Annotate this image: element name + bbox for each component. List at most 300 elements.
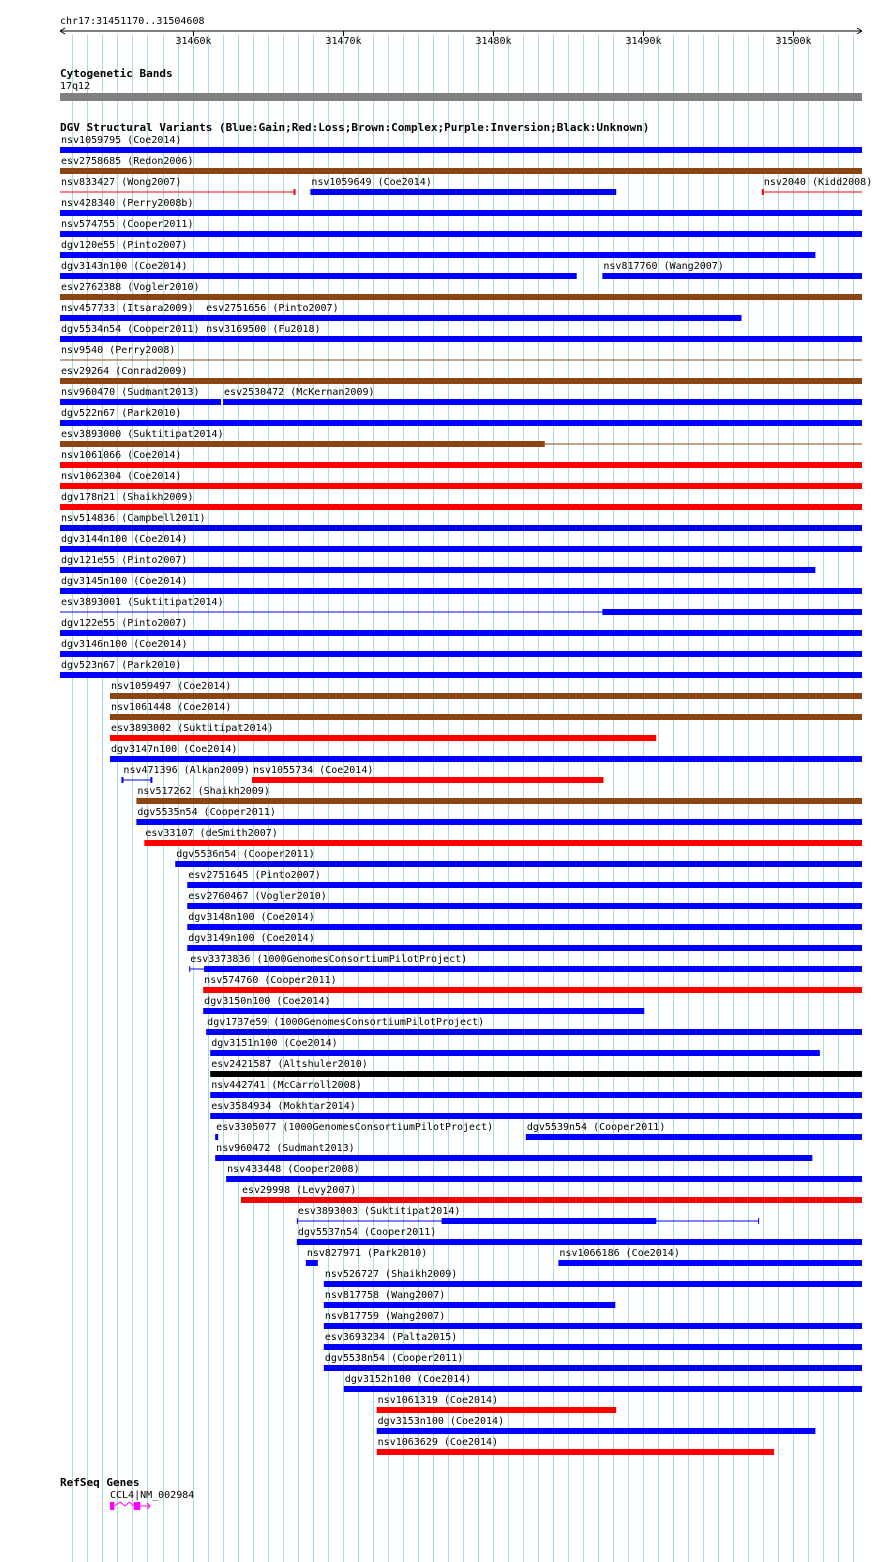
sv-study-open: ( [121, 156, 134, 167]
dgv-structural-variants-track [60, 121, 872, 1455]
sv-study: Coe2014 [139, 639, 182, 650]
sv-bar [187, 924, 862, 930]
sv-feature-dgv122e55[interactable] [60, 618, 862, 636]
sv-feature-dgv3150n100[interactable] [203, 996, 644, 1014]
sv-bar [203, 1008, 644, 1014]
sv-label [61, 555, 187, 566]
sv-feature-esv3893000[interactable] [60, 429, 862, 447]
sv-study-close: ) [181, 555, 188, 566]
sv-feature-nsv526727[interactable] [324, 1269, 862, 1287]
sv-bar [204, 966, 862, 972]
sv-feature-dgv3151n100[interactable] [210, 1038, 820, 1056]
sv-feature-esv3893003[interactable] [297, 1206, 759, 1224]
sv-study-open: ( [171, 702, 184, 713]
sv-feature-dgv5538n54[interactable] [324, 1353, 862, 1371]
sv-id: nsv1063629 [377, 1437, 438, 1448]
sv-feature-nsv1062304[interactable] [60, 471, 862, 489]
sv-id: nsv1061448 [110, 702, 172, 713]
sv-feature-dgv5537n54[interactable] [297, 1227, 862, 1245]
sv-study-open: ( [270, 1143, 283, 1154]
sv-study: Altshuler2010 [283, 1059, 362, 1070]
sv-bar [558, 1260, 862, 1266]
sv-study: Coe2014 [266, 933, 309, 944]
sv-study-close: ) [231, 744, 238, 755]
sv-bar [602, 609, 862, 615]
sv-study: Cooper2011 [370, 1227, 431, 1238]
sv-study-close: ) [187, 492, 194, 503]
sv-study: Suktitipat2014 [183, 723, 268, 734]
sv-study: 1000GenomesConsortiumPilotProject [288, 1122, 488, 1133]
sv-bar [187, 903, 862, 909]
sv-study: Suktitipat2014 [133, 597, 218, 608]
sv-study: McKernan2009 [296, 387, 369, 398]
sv-study-open: ( [265, 1080, 278, 1091]
sv-study: Coe2014 [455, 1416, 499, 1427]
sv-study-close: ) [314, 870, 321, 881]
sv-study-open: ( [379, 1269, 392, 1280]
sv-bar [60, 420, 862, 426]
sv-feature-nsv428340[interactable] [60, 198, 862, 216]
sv-feature-dgv3145n100[interactable] [60, 576, 862, 594]
sv-study-close: ) [349, 1101, 356, 1112]
sv-feature-esv2530472[interactable] [223, 387, 862, 405]
sv-id: dgv121e55 [61, 555, 116, 566]
sv-study-open: ( [254, 933, 267, 944]
sv-feature-dgv3143n100[interactable] [60, 261, 577, 279]
sv-id: nsv817758 [324, 1290, 380, 1301]
sv-feature-nsv1061448[interactable] [110, 702, 862, 720]
sv-bar [60, 630, 862, 636]
sv-id: nsv514836 [61, 513, 116, 524]
sv-bar [324, 1323, 862, 1329]
sv-study: Kidd2008 [818, 177, 867, 188]
sv-study-open: ( [115, 219, 128, 230]
sv-study: Coe2014 [282, 996, 325, 1007]
sv-id: esv3693234 [324, 1332, 386, 1343]
sv-label [61, 534, 187, 545]
sv-feature-dgv121e55[interactable] [60, 555, 815, 573]
sv-id: nsv1059795 [61, 135, 122, 146]
sv-study: Coe2014 [139, 534, 182, 545]
sv-id: nsv526727 [324, 1269, 380, 1280]
sv-study-open: ( [587, 1122, 600, 1133]
sv-label [311, 177, 431, 188]
sv-feature-nsv960472[interactable] [215, 1143, 812, 1161]
sv-study: Shaikh2009 [127, 492, 188, 503]
sv-study-open: ( [619, 1248, 632, 1259]
sv-study: Coe2014 [266, 912, 309, 923]
sv-id: dgv3152n100 [344, 1374, 412, 1385]
sv-id: nsv433448 [227, 1164, 282, 1175]
sv-study-close: ) [193, 324, 200, 335]
sv-study-close: ) [187, 156, 194, 167]
sv-bar [377, 1449, 774, 1455]
sv-study-close: ) [181, 240, 188, 251]
sv-study-open: ( [115, 387, 128, 398]
sv-feature-esv2760467[interactable] [187, 891, 862, 909]
sv-bar [210, 1071, 862, 1077]
gene-CCL4[interactable] [110, 1490, 194, 1510]
sv-study-close: ) [717, 261, 724, 272]
sv-label [145, 828, 277, 839]
sv-bar [60, 168, 862, 174]
sv-study-close: ) [361, 1059, 368, 1070]
sv-study-open: ( [371, 177, 384, 188]
sv-study: Park2010 [127, 408, 176, 419]
sv-label [207, 1017, 484, 1028]
gene-transcript: NM_002984 [140, 1490, 195, 1501]
sv-feature-dgv5539n54[interactable] [526, 1122, 862, 1140]
sv-bar [310, 189, 616, 195]
sv-study-close: ) [425, 177, 432, 188]
sv-feature-dgv3144n100[interactable] [60, 534, 862, 552]
sv-study-close: ) [175, 660, 182, 671]
sv-study-close: ) [181, 576, 188, 587]
sv-study-open: ( [127, 639, 140, 650]
sv-study-close: ) [332, 303, 339, 314]
sv-id: nsv817760 [603, 261, 658, 272]
sv-study-close: ) [175, 408, 182, 419]
sv-bar [210, 1050, 820, 1056]
sv-feature-nsv1059795[interactable] [60, 135, 862, 153]
sv-study: Coe2014 [183, 681, 226, 692]
gene-name: CCL4 [109, 1490, 135, 1501]
sv-study-open: ( [250, 954, 263, 965]
sv-label [61, 303, 193, 314]
sv-id: esv3893003 [297, 1206, 359, 1217]
sv-bar [324, 1365, 862, 1371]
cytoband-17q12[interactable] [60, 93, 862, 101]
sv-bar [60, 462, 862, 468]
sv-study-close: ) [308, 912, 315, 923]
sv-feature-nsv514836[interactable] [60, 513, 862, 531]
sv-study: Suktitipat2014 [133, 429, 218, 440]
sv-feature-esv29998[interactable] [241, 1185, 862, 1203]
sv-feature-nsv1055734[interactable] [252, 765, 603, 783]
sv-label [188, 933, 314, 944]
sv-study: Pinto2007 [127, 618, 182, 629]
sv-label [298, 1227, 437, 1238]
sv-bar [223, 399, 862, 405]
sv-study-open: ( [443, 1416, 456, 1427]
sv-feature-dgv523n67[interactable] [60, 660, 862, 678]
refseq-features [110, 1490, 194, 1510]
sv-feature-nsv1059497[interactable] [110, 681, 862, 699]
sv-label [61, 492, 193, 503]
sv-id: esv2751656 [206, 303, 267, 314]
sv-bar [60, 651, 862, 657]
sv-study: Perry2008 [115, 345, 170, 356]
sv-label [111, 744, 237, 755]
sv-feature-nsv9540[interactable] [60, 345, 862, 360]
sv-id: esv29998 [241, 1185, 291, 1196]
sv-feature-nsv827971[interactable] [306, 1248, 427, 1266]
sv-bar [377, 1428, 816, 1434]
sv-feature-nsv471396[interactable] [122, 765, 249, 783]
sv-label [61, 513, 206, 524]
sv-study-open: ( [191, 786, 204, 797]
sv-study-close: ) [181, 618, 188, 629]
sv-feature-dgv178n21[interactable] [60, 492, 862, 510]
sv-id: nsv1061066 [61, 450, 122, 461]
sv-id: dgv3148n100 [188, 912, 255, 923]
sv-bar [377, 1407, 617, 1413]
sv-feature-esv3373836[interactable] [189, 954, 862, 972]
sv-feature-nsv1066186[interactable] [558, 1248, 862, 1266]
sv-study-close: ) [181, 639, 188, 650]
sv-id: esv2758685 [61, 156, 122, 167]
sv-id: esv3893000 [61, 429, 122, 440]
sv-study: Cooper2011 [397, 1353, 458, 1364]
sv-bar [60, 210, 862, 216]
sv-id: esv3373836 [190, 954, 251, 965]
sv-id: esv2751645 [188, 870, 249, 881]
sv-study: Alkan2009 [189, 765, 244, 776]
sv-feature-nsv1063629[interactable] [377, 1437, 774, 1455]
sv-feature-nsv433448[interactable] [226, 1164, 862, 1182]
sv-study-close: ) [187, 198, 194, 209]
sv-label [298, 1206, 461, 1217]
sv-label [111, 702, 231, 713]
sv-study: Cooper2011 [599, 1122, 660, 1133]
sv-study-open: ( [271, 1101, 284, 1112]
sv-bar [175, 861, 862, 867]
sv-study-close: ) [193, 387, 200, 398]
sv-study: Coe2014 [139, 261, 182, 272]
sv-study-close: ) [308, 933, 315, 944]
ruler-tick-label: 31470k [325, 36, 362, 47]
sv-study-close: ) [659, 1122, 666, 1133]
refseq-track-title: RefSeq Genes [60, 1476, 140, 1489]
sv-study-close: ) [498, 1416, 505, 1427]
sv-bar [206, 1029, 862, 1035]
sv-study-close: ) [169, 345, 176, 356]
sv-id: dgv522n67 [61, 408, 116, 419]
sv-label [137, 807, 276, 818]
sv-bar [110, 693, 862, 699]
sv-feature-nsv817758[interactable] [324, 1290, 615, 1308]
sv-feature-nsv2040[interactable] [763, 177, 872, 195]
sv-study-open: ( [277, 1038, 290, 1049]
sv-study-close: ) [353, 1164, 360, 1175]
sv-feature-esv3893002[interactable] [110, 723, 656, 741]
sv-study-close: ) [175, 471, 182, 482]
sv-id: nsv1055734 [252, 765, 314, 776]
sv-label [764, 177, 872, 188]
sv-feature-esv2758685[interactable] [60, 156, 862, 174]
sv-study-open: ( [115, 660, 128, 671]
sv-bar [60, 273, 577, 279]
sv-study: Coe2014 [449, 1437, 493, 1448]
sv-feature-dgv3146n100[interactable] [60, 639, 862, 657]
sv-study-close: ) [263, 786, 270, 797]
sv-bar [60, 378, 862, 384]
sv-label [603, 261, 723, 272]
sv-feature-dgv5535n54[interactable] [136, 807, 862, 825]
sv-study-close: ) [199, 513, 206, 524]
sv-id: nsv3169500 [206, 324, 267, 335]
sv-study: Coe2014 [289, 1038, 332, 1049]
sv-study: Cooper2011 [133, 324, 194, 335]
sv-study: Suktitipat2014 [370, 1206, 455, 1217]
sv-study-close: ) [269, 807, 276, 818]
sv-study: Sudmant2013 [127, 387, 194, 398]
sv-feature-dgv3147n100[interactable] [110, 744, 862, 762]
sv-study-open: ( [270, 996, 283, 1007]
sv-bar [60, 252, 815, 258]
sv-label [190, 954, 467, 965]
sv-study: Wong2007 [127, 177, 176, 188]
cytoband-track-title: Cytogenetic Bands [60, 67, 173, 80]
sv-feature-nsv457733[interactable] [60, 303, 205, 321]
sv-study-open: ( [115, 513, 128, 524]
sv-feature-dgv3149n100[interactable] [187, 933, 862, 951]
sv-study-open: ( [127, 576, 140, 587]
sv-bar [215, 1134, 218, 1140]
sv-study: deSmith2007 [205, 828, 272, 839]
sv-study: Mokhtar2014 [283, 1101, 350, 1112]
sv-study-close: ) [187, 303, 194, 314]
refseq-genes-track [60, 1476, 194, 1510]
sv-label [61, 597, 224, 608]
sv-id: nsv428340 [61, 198, 116, 209]
sv-feature-esv33107[interactable] [144, 828, 862, 846]
coordinate-ruler[interactable] [60, 16, 862, 47]
sv-label [61, 240, 187, 251]
sv-feature-esv3893001[interactable] [60, 597, 862, 615]
sv-id: nsv1066186 [559, 1248, 620, 1259]
sv-study: McCarroll2008 [277, 1080, 356, 1091]
sv-study-open: ( [358, 1206, 371, 1217]
sv-feature-esv29264[interactable] [60, 366, 862, 384]
sv-label [325, 1353, 464, 1364]
sv-study-close: ) [355, 1080, 362, 1091]
sv-bar [324, 1344, 862, 1350]
sv-bar [324, 1281, 862, 1287]
sv-feature-dgv522n67[interactable] [60, 408, 862, 426]
sv-study: Cooper2008 [293, 1164, 354, 1175]
sv-feature-nsv574755[interactable] [60, 219, 862, 237]
cytoband-name: 17q12 [60, 81, 91, 92]
sv-bar [60, 546, 862, 552]
sv-feature-esv3584934[interactable] [210, 1101, 862, 1119]
sv-feature-esv2751645[interactable] [187, 870, 862, 888]
ruler-tick-label: 31480k [475, 36, 512, 47]
sv-study-close: ) [225, 681, 232, 692]
sv-study-close: ) [368, 387, 375, 398]
sv-study-close: ) [451, 1332, 458, 1343]
sv-id: nsv817759 [324, 1311, 380, 1322]
sv-label [527, 1122, 666, 1133]
sv-id: nsv471396 [123, 765, 178, 776]
sv-id: dgv178n21 [61, 492, 116, 503]
sv-feature-nsv960470[interactable] [60, 387, 221, 405]
sv-feature-nsv442741[interactable] [210, 1080, 862, 1098]
sv-label [204, 975, 336, 986]
sv-id: dgv3153n100 [377, 1416, 444, 1427]
sv-feature-nsv817759[interactable] [324, 1311, 862, 1329]
sv-id: dgv3149n100 [188, 933, 255, 944]
sv-bar [60, 399, 221, 405]
sv-study-close: ) [217, 597, 224, 608]
sv-label [188, 891, 327, 902]
sv-study: Park2010 [127, 660, 176, 671]
sv-bar [215, 1155, 812, 1161]
gene-separator: | [134, 1490, 141, 1501]
sv-study-open: ( [103, 345, 116, 356]
sv-feature-dgv3152n100[interactable] [344, 1374, 862, 1392]
sv-feature-dgv5534n54[interactable] [60, 324, 205, 342]
sv-study-open: ( [254, 912, 267, 923]
sv-study-close: ) [308, 849, 315, 860]
sv-id: dgv3143n100 [61, 261, 128, 272]
sv-label [61, 429, 224, 440]
gene-label [110, 1490, 194, 1501]
sv-label [211, 1038, 337, 1049]
sv-study-open: ( [115, 492, 128, 503]
sv-study-open: ( [266, 303, 279, 314]
sv-feature-esv3693234[interactable] [324, 1332, 862, 1350]
sv-bar [136, 819, 862, 825]
sv-bar [210, 1113, 862, 1119]
sv-study: Pinto2007 [127, 240, 182, 251]
sv-id: esv33107 [145, 828, 194, 839]
sv-feature-dgv3148n100[interactable] [187, 912, 862, 930]
sv-label [61, 618, 187, 629]
sv-study: 1000GenomesConsortiumPilotProject [279, 1017, 479, 1028]
sv-study-open: ( [411, 1374, 424, 1385]
sv-study-close: ) [243, 765, 250, 776]
sv-feature-nsv1061066[interactable] [60, 450, 862, 468]
sv-label [378, 1395, 498, 1406]
sv-study-close: ) [461, 954, 468, 965]
sv-study-open: ( [361, 1248, 374, 1259]
sv-study-open: ( [177, 744, 190, 755]
sv-feature-dgv120e55[interactable] [60, 240, 815, 258]
sv-feature-nsv833427[interactable] [60, 177, 295, 195]
sv-feature-esv2421587[interactable] [210, 1059, 862, 1077]
sv-id: nsv1059649 [311, 177, 372, 188]
sv-feature-nsv1061319[interactable] [377, 1395, 617, 1413]
sv-study: Redon2006 [133, 156, 188, 167]
sv-feature-esv2751656[interactable] [205, 303, 741, 321]
sv-study: Conrad2009 [121, 366, 182, 377]
sv-study-close: ) [187, 219, 194, 230]
sv-label [61, 408, 181, 419]
sv-study-close: ) [348, 1143, 355, 1154]
sv-id: dgv3150n100 [204, 996, 271, 1007]
sv-study-close: ) [673, 1248, 680, 1259]
sv-label [227, 1164, 359, 1175]
sv-label [61, 450, 181, 461]
sv-id: dgv122e55 [61, 618, 116, 629]
sv-feature-nsv517262[interactable] [136, 786, 862, 804]
sv-study-open: ( [379, 1311, 392, 1322]
sv-study: 1000GenomesConsortiumPilotProject [262, 954, 462, 965]
sv-feature-dgv5536n54[interactable] [175, 849, 862, 867]
sv-study: Park2010 [373, 1248, 422, 1259]
sv-study: Shaikh2009 [391, 1269, 452, 1280]
sv-study-open: ( [276, 1122, 289, 1133]
sv-feature-esv2762388[interactable] [60, 282, 862, 300]
sv-study-open: ( [805, 177, 819, 188]
sv-study-close: ) [175, 135, 182, 146]
sv-feature-esv3305077[interactable] [215, 1122, 493, 1140]
sv-feature-dgv3153n100[interactable] [377, 1416, 816, 1434]
sv-label [325, 1290, 445, 1301]
sv-label [188, 870, 320, 881]
sv-id: dgv5538n54 [324, 1353, 386, 1364]
